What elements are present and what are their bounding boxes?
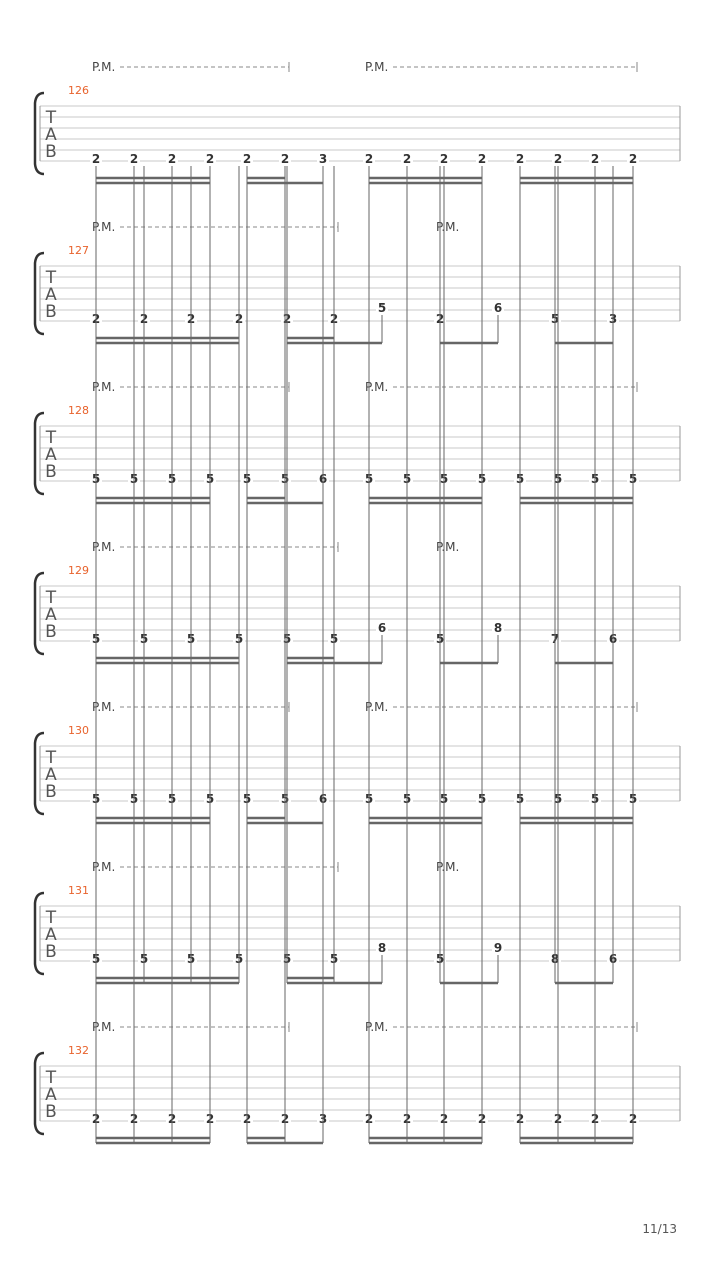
fret-number: 2 — [590, 152, 600, 166]
fret-number: 5 — [205, 792, 215, 806]
fret-number: 8 — [377, 941, 387, 955]
measure-number: 130 — [68, 724, 89, 737]
palm-mute-label: P.M. — [436, 540, 460, 554]
fret-number: 3 — [318, 152, 328, 166]
fret-number: 5 — [435, 632, 445, 646]
tab-system — [35, 166, 680, 503]
fret-number: 2 — [242, 152, 252, 166]
fret-number: 5 — [129, 472, 139, 486]
tab-clef-letter: B — [45, 942, 57, 962]
fret-number: 5 — [329, 952, 339, 966]
fret-number: 6 — [493, 301, 503, 315]
fret-number: 5 — [364, 472, 374, 486]
fret-number: 2 — [628, 1112, 638, 1126]
fret-number: 5 — [477, 792, 487, 806]
tab-clef-letter: T — [45, 428, 57, 448]
tab-system — [35, 166, 680, 663]
fret-number: 5 — [553, 472, 563, 486]
measure-number: 127 — [68, 244, 89, 257]
palm-mute-label: P.M. — [92, 1020, 116, 1034]
fret-number: 5 — [477, 472, 487, 486]
page-number: 11/13 — [642, 1222, 677, 1236]
tab-clef-letter: B — [45, 302, 57, 322]
tab-system — [35, 166, 680, 343]
fret-number: 6 — [318, 472, 328, 486]
fret-number: 5 — [439, 472, 449, 486]
fret-number: 2 — [439, 1112, 449, 1126]
tab-clef-letter: B — [45, 622, 57, 642]
tab-clef-letter: T — [45, 748, 57, 768]
fret-number: 5 — [91, 472, 101, 486]
fret-number: 5 — [628, 472, 638, 486]
fret-number: 5 — [590, 792, 600, 806]
palm-mute-label: P.M. — [92, 60, 116, 74]
fret-number: 2 — [329, 312, 339, 326]
tab-system — [35, 60, 680, 183]
palm-mute-label: P.M. — [92, 860, 116, 874]
tab-clef-letter: B — [45, 782, 57, 802]
tab-clef-letter: B — [45, 462, 57, 482]
fret-number: 2 — [91, 312, 101, 326]
tab-clef-letter: T — [45, 1068, 57, 1088]
fret-number: 5 — [205, 472, 215, 486]
fret-number: 2 — [129, 1112, 139, 1126]
fret-number: 5 — [91, 792, 101, 806]
fret-number: 2 — [364, 1112, 374, 1126]
fret-number: 2 — [129, 152, 139, 166]
tab-clef-letter: A — [45, 765, 57, 785]
fret-number: 2 — [435, 312, 445, 326]
fret-number: 2 — [628, 152, 638, 166]
fret-number: 5 — [329, 632, 339, 646]
fret-number: 2 — [167, 152, 177, 166]
fret-number: 2 — [280, 152, 290, 166]
measure-number: 126 — [68, 84, 89, 97]
fret-number: 5 — [234, 632, 244, 646]
fret-number: 5 — [590, 472, 600, 486]
tab-system — [35, 166, 680, 1143]
tab-clef-letter: T — [45, 588, 57, 608]
palm-mute-label: P.M. — [365, 700, 389, 714]
fret-number: 2 — [477, 1112, 487, 1126]
fret-number: 5 — [402, 792, 412, 806]
fret-number: 5 — [139, 952, 149, 966]
palm-mute-label: P.M. — [436, 220, 460, 234]
fret-number: 6 — [377, 621, 387, 635]
fret-number: 6 — [318, 792, 328, 806]
fret-number: 5 — [280, 472, 290, 486]
palm-mute-label: P.M. — [92, 700, 116, 714]
palm-mute-label: P.M. — [92, 540, 116, 554]
fret-number: 5 — [402, 472, 412, 486]
tab-clef-letter: B — [45, 1102, 57, 1122]
fret-number: 5 — [139, 632, 149, 646]
tab-clef-letter: T — [45, 908, 57, 928]
fret-number: 2 — [515, 152, 525, 166]
tab-clef-letter: A — [45, 1085, 57, 1105]
fret-number: 2 — [205, 152, 215, 166]
fret-number: 5 — [186, 632, 196, 646]
measure-number: 129 — [68, 564, 89, 577]
palm-mute-label: P.M. — [92, 380, 116, 394]
fret-number: 5 — [234, 952, 244, 966]
fret-number: 5 — [91, 952, 101, 966]
fret-number: 7 — [550, 632, 560, 646]
fret-number: 5 — [242, 792, 252, 806]
fret-number: 2 — [402, 152, 412, 166]
tab-system — [35, 166, 680, 983]
fret-number: 5 — [435, 952, 445, 966]
tab-clef-letter: T — [45, 108, 57, 128]
fret-number: 2 — [553, 152, 563, 166]
fret-number: 6 — [608, 952, 618, 966]
fret-number: 2 — [282, 312, 292, 326]
tab-clef-letter: A — [45, 445, 57, 465]
fret-number: 5 — [553, 792, 563, 806]
fret-number: 3 — [318, 1112, 328, 1126]
fret-number: 6 — [608, 632, 618, 646]
tab-clef-letter: A — [45, 925, 57, 945]
fret-number: 5 — [167, 472, 177, 486]
fret-number: 2 — [167, 1112, 177, 1126]
fret-number: 2 — [91, 1112, 101, 1126]
measure-number: 132 — [68, 1044, 89, 1057]
fret-number: 9 — [493, 941, 503, 955]
fret-number: 8 — [493, 621, 503, 635]
fret-number: 5 — [91, 632, 101, 646]
fret-number: 2 — [553, 1112, 563, 1126]
fret-number: 5 — [282, 632, 292, 646]
fret-number: 5 — [515, 792, 525, 806]
fret-number: 2 — [280, 1112, 290, 1126]
fret-number: 2 — [477, 152, 487, 166]
fret-number: 5 — [364, 792, 374, 806]
fret-number: 5 — [282, 952, 292, 966]
fret-number: 5 — [280, 792, 290, 806]
tab-clef-letter: A — [45, 605, 57, 625]
fret-number: 2 — [186, 312, 196, 326]
palm-mute-label: P.M. — [365, 1020, 389, 1034]
fret-number: 2 — [205, 1112, 215, 1126]
fret-number: 3 — [608, 312, 618, 326]
fret-number: 8 — [550, 952, 560, 966]
tab-clef-letter: B — [45, 142, 57, 162]
measure-number: 128 — [68, 404, 89, 417]
tab-clef-letter: T — [45, 268, 57, 288]
fret-number: 5 — [242, 472, 252, 486]
fret-number: 2 — [515, 1112, 525, 1126]
fret-number: 2 — [139, 312, 149, 326]
palm-mute-label: P.M. — [92, 220, 116, 234]
fret-number: 2 — [234, 312, 244, 326]
fret-number: 5 — [439, 792, 449, 806]
fret-number: 5 — [377, 301, 387, 315]
fret-number: 5 — [186, 952, 196, 966]
fret-number: 2 — [91, 152, 101, 166]
palm-mute-label: P.M. — [365, 380, 389, 394]
tab-clef-letter: A — [45, 285, 57, 305]
palm-mute-label: P.M. — [365, 60, 389, 74]
fret-number: 5 — [550, 312, 560, 326]
palm-mute-label: P.M. — [436, 860, 460, 874]
fret-number: 2 — [242, 1112, 252, 1126]
fret-number: 2 — [439, 152, 449, 166]
fret-number: 5 — [129, 792, 139, 806]
fret-number: 5 — [167, 792, 177, 806]
fret-number: 2 — [590, 1112, 600, 1126]
tab-system — [35, 166, 680, 823]
fret-number: 5 — [628, 792, 638, 806]
fret-number: 2 — [402, 1112, 412, 1126]
tab-clef-letter: A — [45, 125, 57, 145]
fret-number: 2 — [364, 152, 374, 166]
measure-number: 131 — [68, 884, 89, 897]
fret-number: 5 — [515, 472, 525, 486]
